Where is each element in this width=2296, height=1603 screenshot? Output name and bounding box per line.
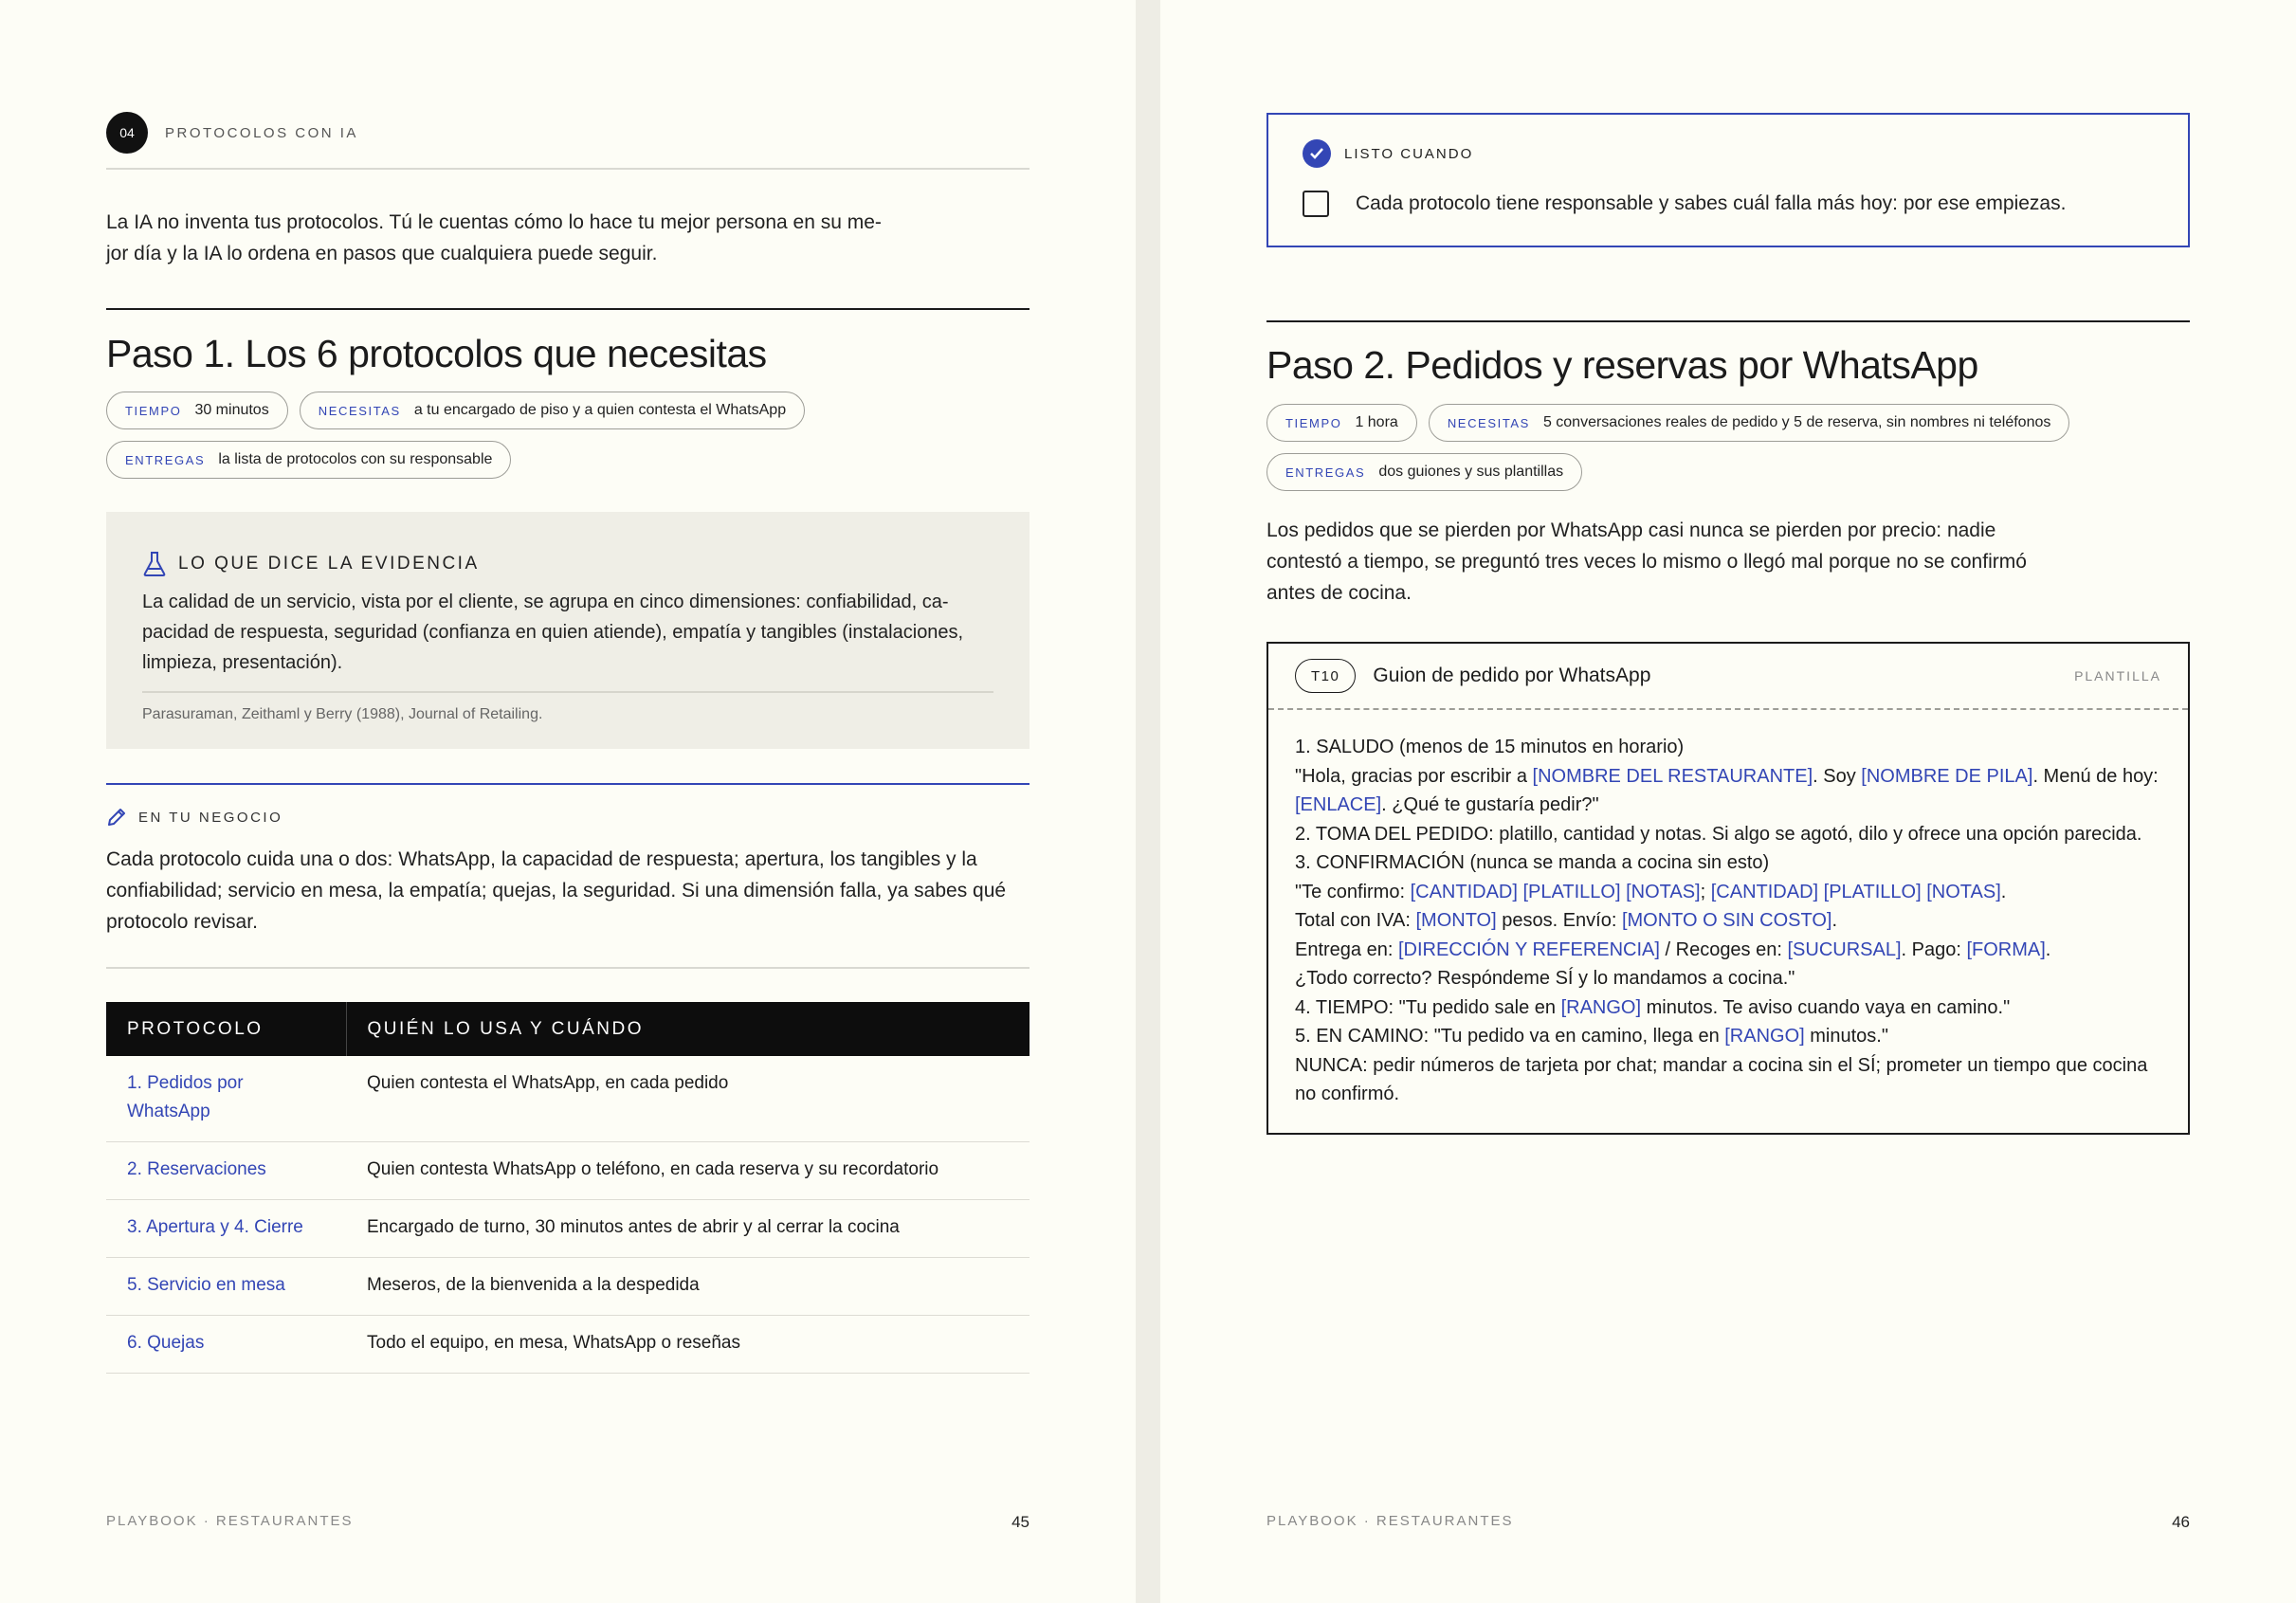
protocol-name: 1. Pedidos por WhatsApp — [106, 1056, 346, 1142]
table-row — [106, 1200, 1030, 1258]
listo-title: LISTO CUANDO — [1344, 145, 1474, 162]
chapter-number: 04 — [106, 112, 148, 154]
template-line — [1295, 1022, 2161, 1051]
template-text: . Menú de hoy: — [2032, 765, 2159, 787]
pill-value: dos guiones y sus plantillas — [1378, 464, 1564, 480]
template-text: 1. SALUDO (menos de 15 minutos en horario) — [1295, 737, 1685, 757]
listo-item[interactable] — [1303, 191, 2154, 217]
template-text: 3. CONFIRMACIÓN (nunca se manda a cocina sin esto) — [1295, 852, 1770, 873]
negocio-divider — [106, 783, 1030, 785]
template-text: pesos. Envío: — [1496, 910, 1622, 931]
evidence-box — [106, 512, 1030, 749]
template-text: 4. TIEMPO: "Tu pedido sale en — [1295, 996, 1561, 1018]
column-header-quien: QUIÉN LO USA Y CUÁNDO — [346, 1002, 1030, 1056]
template-line — [1295, 791, 2161, 820]
template-text: ; — [1700, 881, 1711, 902]
pill-value: 1 hora — [1355, 414, 1398, 430]
template-line — [1295, 936, 2161, 965]
template-text: 5. EN CAMINO: "Tu pedido va en camino, llega en — [1295, 1026, 1725, 1047]
page-number: 45 — [1011, 1513, 1030, 1531]
section-divider — [1266, 320, 2190, 322]
template-header — [1268, 644, 2188, 710]
evidence-source: Parasuraman, Zeithaml y Berry (1988), Journal of Retailing. — [142, 691, 993, 723]
protocol-name: 6. Quejas — [106, 1316, 346, 1374]
template-text: . — [2000, 881, 2007, 902]
template-text: . — [2045, 938, 2051, 960]
template-text: no confirmó. — [1295, 1084, 1400, 1104]
pill-necesitas — [300, 392, 805, 429]
table-top-rule — [106, 967, 1030, 969]
template-line — [1295, 1080, 2161, 1109]
template-card — [1266, 642, 2190, 1135]
flask-icon — [142, 551, 167, 577]
template-text: ¿Todo correcto? Respóndeme SÍ y lo mandamos a cocina." — [1295, 968, 1795, 989]
template-text: . ¿Qué te gustaría pedir?" — [1381, 794, 1599, 815]
evidence-title-text: LO QUE DICE LA EVIDENCIA — [178, 554, 480, 574]
negocio-title — [106, 807, 1030, 828]
pill-tiempo — [106, 392, 288, 429]
pill-entregas — [1266, 453, 1582, 491]
negocio-title-text: EN TU NEGOCIO — [138, 809, 283, 826]
template-code-badge: T10 — [1295, 659, 1356, 693]
evidence-title — [142, 551, 993, 577]
template-body — [1268, 710, 2188, 1109]
negocio-body: Cada protocolo cuida una o dos: WhatsApp, la capacidad de respuesta; apertura, los tangibles y la confiabilidad; servicio en mesa, la empatía; quejas, la seguridad. Si una dimensión falla, ya sabes qué protocolo revisar. — [106, 848, 1007, 933]
right-page — [1160, 0, 2296, 1603]
step-title: Paso 1. Los 6 protocolos que necesitas — [106, 332, 767, 375]
intro-paragraph: La IA no inventa tus protocolos. Tú le cuentas cómo lo hace tu mejor persona en su me- jor día y la IA lo ordena en pasos que cualquiera puede seguir. — [106, 211, 882, 264]
listo-item-text: Cada protocolo tiene responsable y sabes cuál falla más hoy: por ese empiezas. — [1356, 192, 2067, 214]
step-2-heading — [1266, 343, 2190, 388]
pill-key: TIEMPO — [125, 403, 182, 418]
placeholder: [DIRECCIÓN Y REFERENCIA] — [1397, 938, 1660, 960]
column-header-protocolo: PROTOCOLO — [106, 1002, 346, 1056]
listo-header — [1303, 139, 2154, 168]
step-1-heading — [106, 332, 1030, 376]
template-text: / Recoges en: — [1659, 938, 1788, 960]
checkbox[interactable] — [1303, 191, 1329, 217]
pill-necesitas — [1429, 404, 2070, 442]
pencil-icon — [106, 807, 127, 828]
placeholder: [RANGO] — [1724, 1026, 1805, 1047]
left-page — [0, 0, 1136, 1603]
step-2-pills — [1266, 404, 2190, 491]
pill-value: 5 conversaciones reales de pedido y 5 de reserva, sin nombres ni teléfonos — [1542, 414, 2051, 430]
placeholder: [MONTO] — [1415, 910, 1497, 931]
placeholder: [MONTO O SIN COSTO] — [1621, 910, 1832, 931]
pill-tiempo — [1266, 404, 1417, 442]
table-row — [106, 1056, 1030, 1142]
template-text: . Pago: — [1901, 938, 1967, 960]
placeholder: [NOTAS] — [1926, 881, 2001, 902]
footer-label: PLAYBOOK · RESTAURANTES — [1266, 1513, 1514, 1529]
listo-cuando-box — [1266, 113, 2190, 247]
check-circle-icon — [1303, 139, 1331, 168]
template-line — [1295, 1051, 2161, 1081]
pill-value: la lista de protocolos con su responsable — [218, 451, 493, 467]
evidence-body: La calidad de un servicio, vista por el cliente, se agrupa en cinco dimensiones: confiabilidad, ca- pacidad de respuesta, seguridad (confianza en quien atiende), empatía y tangibles (instalaciones, limpieza, presentación). — [142, 592, 964, 673]
placeholder: [FORMA] — [1966, 938, 2046, 960]
pill-key: NECESITAS — [1447, 415, 1530, 430]
template-kind: PLANTILLA — [2074, 668, 2161, 683]
placeholder: [NOMBRE DE PILA] — [1861, 765, 2033, 787]
protocol-usage: Todo el equipo, en mesa, WhatsApp o reseñas — [346, 1316, 1030, 1374]
step-title: Paso 2. Pedidos y reservas por WhatsApp — [1266, 343, 1978, 387]
step-1-pills — [106, 392, 959, 479]
placeholder: [PLATILLO] — [1823, 881, 1922, 902]
template-line — [1295, 848, 2161, 878]
template-name: Guion de pedido por WhatsApp — [1373, 665, 1651, 686]
table-row — [106, 1142, 1030, 1200]
template-text: . — [1831, 910, 1838, 931]
template-text: "Te confirmo: — [1295, 881, 1411, 902]
protocol-usage: Quien contesta el WhatsApp, en cada pedido — [346, 1056, 1030, 1142]
pill-value: a tu encargado de piso y a quien contesta el WhatsApp — [413, 402, 787, 418]
pill-value: 30 minutos — [194, 402, 269, 418]
protocol-table — [106, 1002, 1030, 1374]
template-line — [1295, 993, 2161, 1023]
template-text: NUNCA: pedir números de tarjeta por chat; mandar a cocina sin el SÍ; prometer un tiempo que cocina — [1295, 1054, 2148, 1076]
table-row — [106, 1316, 1030, 1374]
placeholder: [PLATILLO] — [1522, 881, 1621, 902]
table-row — [106, 1258, 1030, 1316]
footer-label: PLAYBOOK · RESTAURANTES — [106, 1513, 354, 1529]
protocol-usage: Meseros, de la bienvenida a la despedida — [346, 1258, 1030, 1316]
page-number: 46 — [2172, 1513, 2190, 1531]
pill-key: NECESITAS — [318, 403, 401, 418]
protocol-name: 2. Reservaciones — [106, 1142, 346, 1200]
placeholder: [ENLACE] — [1295, 794, 1382, 815]
pill-key: ENTREGAS — [125, 452, 206, 467]
placeholder: [RANGO] — [1560, 996, 1642, 1018]
template-text: minutos." — [1804, 1026, 1888, 1047]
template-line — [1295, 733, 2161, 762]
protocol-name: 5. Servicio en mesa — [106, 1258, 346, 1316]
placeholder: [CANTIDAD] — [1410, 881, 1518, 902]
template-text: Entrega en: — [1295, 938, 1398, 960]
placeholder: [NOTAS] — [1626, 881, 1701, 902]
template-text: "Hola, gracias por escribir a — [1295, 765, 1533, 787]
placeholder: [SUCURSAL] — [1787, 938, 1902, 960]
pill-entregas — [106, 441, 511, 479]
placeholder: [NOMBRE DEL RESTAURANTE] — [1532, 765, 1813, 787]
section-divider — [106, 308, 1030, 310]
chapter-label: PROTOCOLOS CON IA — [165, 124, 358, 141]
protocol-usage: Quien contesta WhatsApp o teléfono, en cada reserva y su recordatorio — [346, 1142, 1030, 1200]
placeholder: [CANTIDAD] — [1710, 881, 1819, 902]
template-text: Total con IVA: — [1295, 910, 1416, 931]
template-text: minutos. Te aviso cuando vaya en camino." — [1641, 996, 2011, 1018]
template-text: 2. TOMA DEL PEDIDO: platillo, cantidad y notas. Si algo se agotó, dilo y ofrece una opción parecida. — [1295, 823, 2142, 845]
template-line — [1295, 964, 2161, 993]
pill-key: TIEMPO — [1285, 415, 1342, 430]
template-line — [1295, 762, 2161, 792]
protocol-table-wrap — [106, 1002, 1030, 1374]
protocol-usage: Encargado de turno, 30 minutos antes de abrir y al cerrar la cocina — [346, 1200, 1030, 1258]
template-line — [1295, 906, 2161, 936]
template-line — [1295, 820, 2161, 849]
whatsapp-paragraph: Los pedidos que se pierden por WhatsApp casi nunca se pierden por precio: nadie contestó a tiempo, se preguntó tres veces lo mismo o llegó mal porque no se confirmó antes de cocina. — [1266, 519, 2027, 604]
pill-key: ENTREGAS — [1285, 465, 1366, 480]
chapter-header — [106, 111, 1030, 170]
template-line — [1295, 878, 2161, 907]
protocol-name: 3. Apertura y 4. Cierre — [106, 1200, 346, 1258]
template-text: . Soy — [1813, 765, 1862, 787]
